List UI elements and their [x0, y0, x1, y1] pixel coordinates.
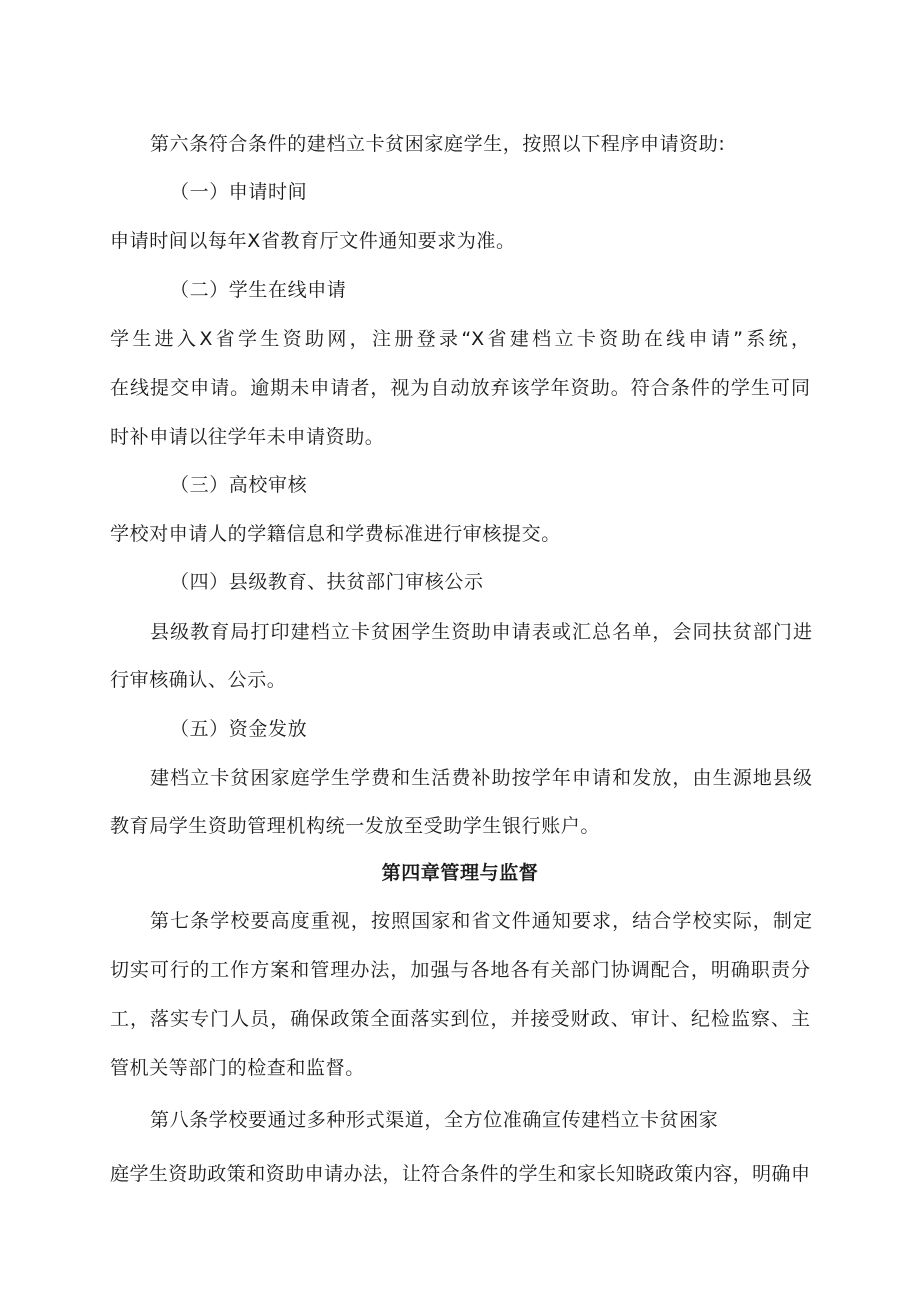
paragraph-fund-line-1: 建档立卡贫困家庭学生学费和生活费补助按学年申请和发放，由生源地县级	[150, 767, 812, 789]
subheading-application-time: （一）申请时间	[170, 181, 308, 203]
subheading-online-application: （二）学生在线申请	[170, 279, 347, 301]
article-7-line-4: 管机关等部门的检查和监督。	[110, 1057, 365, 1079]
article-7-line-1: 第七条学校要高度重视，按照国家和省文件通知要求，结合学校实际，制定	[150, 910, 812, 932]
article-6-intro: 第六条符合条件的建档立卡贫困家庭学生，按照以下程序申请资助:	[150, 133, 726, 155]
article-7-line-3: 工，落实专门人员，确保政策全面落实到位，并接受财政、审计、纪检监察、主	[110, 1008, 810, 1030]
paragraph-online-line-3: 时补申请以往学年未申请资助。	[110, 426, 385, 448]
subheading-fund-distribution: （五）资金发放	[170, 718, 308, 740]
subheading-county-review: （四）县级教育、扶贫部门审核公示	[170, 571, 484, 593]
paragraph-fund-line-2: 教育局学生资助管理机构统一发放至受助学生银行账户。	[110, 815, 601, 837]
paragraph-county-line-1: 县级教育局打印建档立卡贫困学生资助申请表或汇总名单，会同扶贫部门进	[150, 621, 812, 643]
chapter-4-heading: 第四章管理与监督	[381, 862, 539, 884]
paragraph-application-time: 申请时间以每年X省教育厅文件通知要求为准。	[110, 230, 516, 252]
paragraph-online-line-2: 在线提交申请。逾期未申请者，视为自动放弃该学年资助。符合条件的学生可同	[110, 377, 810, 399]
paragraph-university-review: 学校对申请人的学籍信息和学费标准进行审核提交。	[110, 523, 561, 545]
paragraph-online-line-1: 学生进入X省学生资助网，注册登录“X省建档立卡资助在线申请”系统，	[110, 328, 810, 350]
subheading-university-review: （三）高校审核	[170, 474, 308, 496]
article-7-line-2: 切实可行的工作方案和管理办法，加强与各地各有关部门协调配合，明确职责分	[110, 959, 810, 981]
article-8-line-2: 庭学生资助政策和资助申请办法，让符合条件的学生和家长知晓政策内容，明确申	[110, 1163, 810, 1185]
paragraph-county-line-2: 行审核确认、公示。	[110, 669, 287, 691]
article-8-line-1: 第八条学校要通过多种形式渠道，全方位准确宣传建档立卡贫困家	[150, 1109, 719, 1131]
